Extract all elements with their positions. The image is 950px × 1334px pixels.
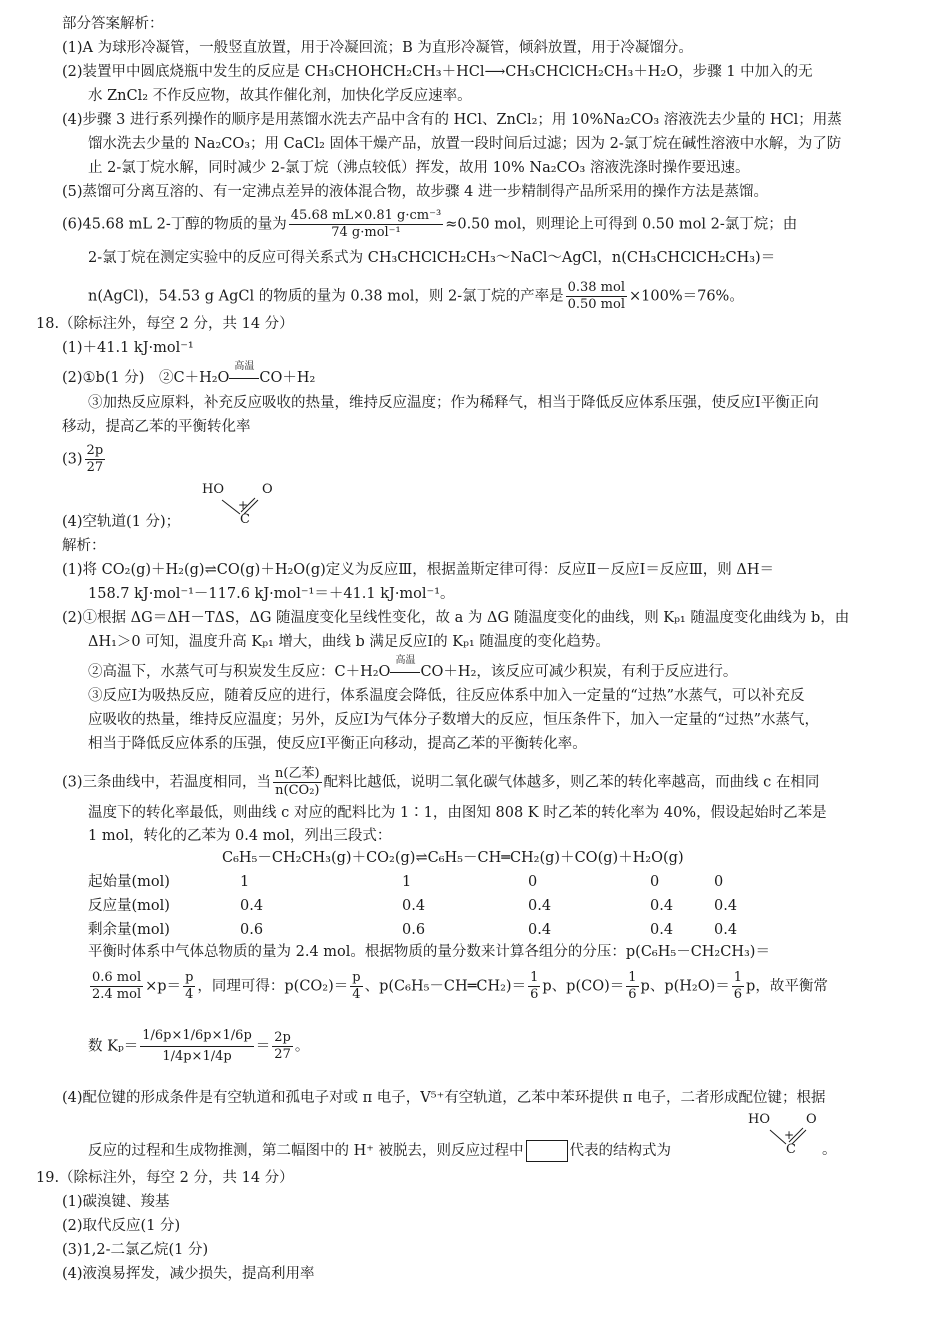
reaction-arrow-high-temp: [390, 655, 420, 682]
cell: 0.4: [528, 922, 552, 938]
fraction-denominator: 27: [86, 460, 104, 475]
cell: 0: [714, 874, 724, 890]
carboxyl-structure-diagram-2: [748, 1112, 817, 1160]
condition-label: 高温: [234, 361, 255, 372]
q18-answer-2c-line2: 移动，提高乙苯的平衡转化率: [62, 419, 251, 435]
fraction-kp-expression: [140, 1026, 254, 1067]
q18-exp-2b: ΔH₁＞0 可知，温度升高 Kₚ₁ 增大，曲线 b 满足反应Ⅰ的 Kₚ₁ 随温度的变化趋势。: [88, 634, 610, 650]
text: 代表的结构式为: [569, 1143, 672, 1159]
text: 数 Kₚ＝: [88, 1038, 139, 1055]
q19-heading: 19.（除标注外，每空 2 分，共 14 分）: [36, 1170, 294, 1186]
q18-exp-2d: ③反应Ⅰ为吸热反应，随着反应的进行，体系温度会降低，往反应体系中加入一定量的“过热”水蒸气，可以补充反: [88, 688, 805, 704]
fraction: [90, 970, 143, 1003]
q18-exp-3c: 1 mol，转化的乙苯为 0.4 mol，列出三段式：: [88, 828, 392, 844]
q18-exp-3d: 平衡时体系中气体总物质的量为 2.4 mol。根据物质的量分数来计算各组分的分压：p(C₆H₅－CH₂CH₃)＝: [88, 944, 770, 960]
q17-para-4c: 止 2-氯丁烷水解，同时减少 2-氯丁烷（沸点较低）挥发，故用 10% Na₂CO₃ 溶液洗涤时操作要迅速。: [88, 160, 750, 176]
cell: 0.4: [528, 898, 552, 914]
structure-o: O: [262, 482, 273, 497]
fraction-kp: [85, 443, 106, 476]
fraction-denominator: 74 g·mol⁻¹: [331, 225, 401, 240]
cell: 1: [402, 874, 412, 890]
q18-exp-4b-end: 。: [822, 1142, 837, 1158]
text: (3): [62, 451, 83, 468]
fraction-numerator: 1: [628, 970, 637, 985]
cell: 0.6: [402, 922, 426, 938]
cell: 1: [240, 874, 250, 890]
q18-answer-1: (1)＋41.1 kJ·mol⁻¹: [62, 340, 194, 356]
text: CO＋H₂，该反应可减少积炭，有利于反应进行。: [420, 664, 738, 680]
cell: 0.4: [402, 898, 426, 914]
text: CO＋H₂: [259, 370, 316, 386]
q18-exp-1b: 158.7 kJ·mol⁻¹－117.6 kJ·mol⁻¹＝＋41.1 kJ·mol⁻¹。: [88, 586, 455, 602]
fraction-denominator: 6: [628, 987, 637, 1002]
structure-plus: +: [238, 498, 249, 512]
text: 反应的过程和生成物推测，第二幅图中的 H⁺ 被脱去，则反应过程中: [88, 1143, 524, 1159]
structure-c: C: [786, 1142, 796, 1157]
fraction-denominator: 6: [530, 987, 539, 1002]
cell: 0.4: [240, 898, 264, 914]
fraction-numerator: 0.6 mol: [92, 970, 142, 985]
q17-para-4b: 馏水洗去少量的 Na₂CO₃；用 CaCl₂ 固体干燥产品，放置一段时间后过滤；因为 2-氯丁烷在碱性溶液中水解，为了防: [88, 136, 842, 152]
carboxyl-structure-diagram: [200, 482, 273, 530]
fraction: [183, 970, 195, 1003]
condition-label: 高温: [395, 655, 416, 666]
structure-plus: +: [784, 1128, 795, 1142]
cell: 0.6: [240, 922, 264, 938]
blank-box: [526, 1140, 568, 1162]
q17-header: 部分答案解析：: [62, 16, 164, 32]
fraction-numerator: 1/6p×1/6p×1/6p: [140, 1026, 254, 1047]
structure-o: O: [806, 1112, 817, 1127]
q17-para-2b: 水 ZnCl₂ 不作反应物，故其作催化剂，加快化学反应速率。: [88, 88, 472, 104]
fraction-numerator: 1: [530, 970, 539, 985]
q18-exp-4b: [88, 1140, 671, 1162]
q19-answer-2: (2)取代反应(1 分): [62, 1218, 181, 1234]
fraction-yield: [566, 280, 627, 313]
q18-exp-4a: (4)配位键的形成条件是有空轨道和孤电子对或 π 电子，V⁵⁺有空轨道，乙苯中苯环提供 π 电子，二者形成配位键；根据: [62, 1090, 826, 1106]
fraction: [528, 970, 540, 1003]
fraction: [732, 970, 744, 1003]
fraction-numerator: n(乙苯): [275, 766, 320, 781]
q18-exp-3e: [88, 970, 828, 1003]
text: ＝: [255, 1038, 271, 1055]
q17-para-2a: (2)装置甲中圆底烧瓶中发生的反应是 CH₃CHOHCH₂CH₃＋HCl⟶CH₃CHClCH₂CH₃＋H₂O，步骤 1 中加入的无: [62, 64, 813, 80]
cell: 0: [528, 874, 538, 890]
fraction-denominator: n(CO₂): [275, 783, 320, 798]
q18-exp-3a: [62, 766, 819, 799]
q18-exp-2a: (2)①根据 ΔG＝ΔH－TΔS，ΔG 随温度变化呈线性变化，故 a 为 ΔG 随温度变化的曲线，则 Kₚ₁ 随温度变化曲线为 b，由: [62, 610, 850, 626]
q17-para-4a: (4)步骤 3 进行系列操作的顺序是用蒸馏水洗去产品中含有的 HCl、ZnCl₂；用 10%Na₂CO₃ 溶液洗去少量的 HCl；用蒸: [62, 112, 842, 128]
fraction-denominator: 1/4p×1/4p: [162, 1049, 232, 1064]
row-remaining-label: 剩余量(mol): [88, 922, 170, 938]
fraction-numerator: 45.68 mL×0.81 g·cm⁻³: [290, 208, 442, 223]
q18-answer-4: (4)空轨道(1 分)；: [62, 514, 181, 530]
text: 配料比越低，说明二氧化碳气体越多，则乙苯的转化率越高，而曲线 c 在相同: [323, 774, 820, 791]
fraction-numerator: p: [352, 970, 361, 985]
q19-answer-4: (4)液溴易挥发，减少损失，提高利用率: [62, 1266, 315, 1282]
q17-para-6b: 2-氯丁烷在测定实验中的反应可得关系式为 CH₃CHClCH₂CH₃～NaCl～AgCl，n(CH₃CHClCH₂CH₃)＝: [88, 250, 776, 266]
row-reacted-label: 反应量(mol): [88, 898, 170, 914]
q17-para-1: (1)A 为球形冷凝管，一般竖直放置，用于冷凝回流；B 为直形冷凝管，倾斜放置，用于冷凝馏分。: [62, 40, 693, 56]
reaction-arrow-high-temp: [229, 361, 259, 388]
row-start-label: 起始量(mol): [88, 874, 170, 890]
q18-answer-3: [62, 443, 107, 476]
structure-ho: HO: [202, 482, 224, 497]
q19-answer-3: (3)1,2-二氯乙烷(1 分): [62, 1242, 209, 1258]
text: ②高温下，水蒸气可与积炭发生反应：C＋H₂O: [88, 664, 391, 680]
q18-exp-3b: 温度下的转化率最低，则曲线 c 对应的配料比为 1∶1，由图知 808 K 时乙苯的转化率为 40%，假设起始时乙苯是: [88, 805, 827, 821]
text: 。: [294, 1038, 310, 1055]
q17-para-5: (5)蒸馏可分离互溶的、有一定沸点差异的液体混合物，故步骤 4 进一步精制得产品所采用的操作方法是蒸馏。: [62, 184, 768, 200]
text: (3)三条曲线中，若温度相同，当: [62, 774, 272, 791]
text: (2)①b(1 分) ②C＋H₂O: [62, 370, 230, 386]
q17-para-6a: [62, 208, 797, 241]
fraction-numerator: 2p: [86, 443, 104, 458]
cell: 0.4: [650, 898, 674, 914]
text: ，同理可得：p(CO₂)＝: [197, 978, 349, 995]
cell: 0: [650, 874, 660, 890]
fraction-denominator: 0.50 mol: [567, 297, 625, 312]
q17-para-6c: [88, 280, 744, 313]
fraction-denominator: 6: [733, 987, 743, 1002]
fraction-denominator: 4: [352, 987, 361, 1002]
fraction-denominator: 27: [274, 1047, 291, 1062]
three-stage-equation: C₆H₅－CH₂CH₃(g)＋CO₂(g)⇌C₆H₅－CH═CH₂(g)＋CO(g)＋H₂O(g): [222, 850, 684, 866]
fraction-denominator: 4: [185, 987, 194, 1002]
q18-analysis-label: 解析：: [62, 538, 106, 554]
fraction-kp-result: [272, 1030, 293, 1063]
fraction-numerator: p: [185, 970, 194, 985]
q18-exp-3f: [88, 1026, 309, 1067]
fraction-molar-amount: [289, 208, 443, 241]
structure-ho: HO: [748, 1112, 770, 1127]
text: p，故平衡常: [746, 978, 828, 995]
q18-exp-2c: [88, 655, 738, 682]
text: ≈0.50 mol，则理论上可得到 0.50 mol 2-氯丁烷；由: [445, 216, 798, 233]
fraction-denominator: 2.4 mol: [92, 987, 142, 1002]
q19-answer-1: (1)碳溴键、羧基: [62, 1194, 170, 1210]
cell: 0.4: [650, 922, 674, 938]
text: (6)45.68 mL 2-丁醇的物质的量为: [62, 216, 287, 233]
q18-exp-2e: 应吸收的热量，维持反应温度；另外，反应Ⅰ为气体分子数增大的反应，恒压条件下，加入一定量的“过热”水蒸气，: [88, 712, 820, 728]
cell: 0.4: [714, 898, 738, 914]
text: ×100%＝76%。: [629, 288, 744, 305]
fraction: [626, 970, 638, 1003]
q18-answer-2c-line1: ③加热反应原料，补充反应吸收的热量，维持反应温度；作为稀释气，相当于降低反应体系压强，使反应Ⅰ平衡正向: [88, 395, 819, 411]
fraction-numerator: 1: [733, 970, 743, 985]
q18-answer-2: [62, 361, 316, 388]
q18-exp-2f: 相当于降低反应体系的压强，使反应Ⅰ平衡正向移动，提高乙苯的平衡转化率。: [88, 736, 587, 752]
cell: 0.4: [714, 922, 738, 938]
fraction-numerator: 0.38 mol: [567, 280, 625, 295]
fraction-feed-ratio: [273, 766, 322, 799]
fraction-numerator: 2p: [274, 1030, 291, 1045]
text: ×p＝: [145, 978, 182, 995]
q18-exp-1a: (1)将 CO₂(g)＋H₂(g)⇌CO(g)＋H₂O(g)定义为反应Ⅲ，根据盖斯定律可得：反应Ⅱ－反应Ⅰ＝反应Ⅲ，则 ΔH＝: [62, 562, 775, 578]
fraction: [350, 970, 362, 1003]
structure-c: C: [240, 512, 250, 527]
text: 、p(C₆H₅－CH═CH₂)＝: [364, 978, 527, 995]
text: p、p(H₂O)＝: [640, 978, 730, 995]
text: p、p(CO)＝: [542, 978, 625, 995]
q18-heading: 18.（除标注外，每空 2 分，共 14 分）: [36, 316, 294, 332]
text: n(AgCl)，54.53 g AgCl 的物质的量为 0.38 mol，则 2-氯丁烷的产率是: [88, 288, 564, 305]
